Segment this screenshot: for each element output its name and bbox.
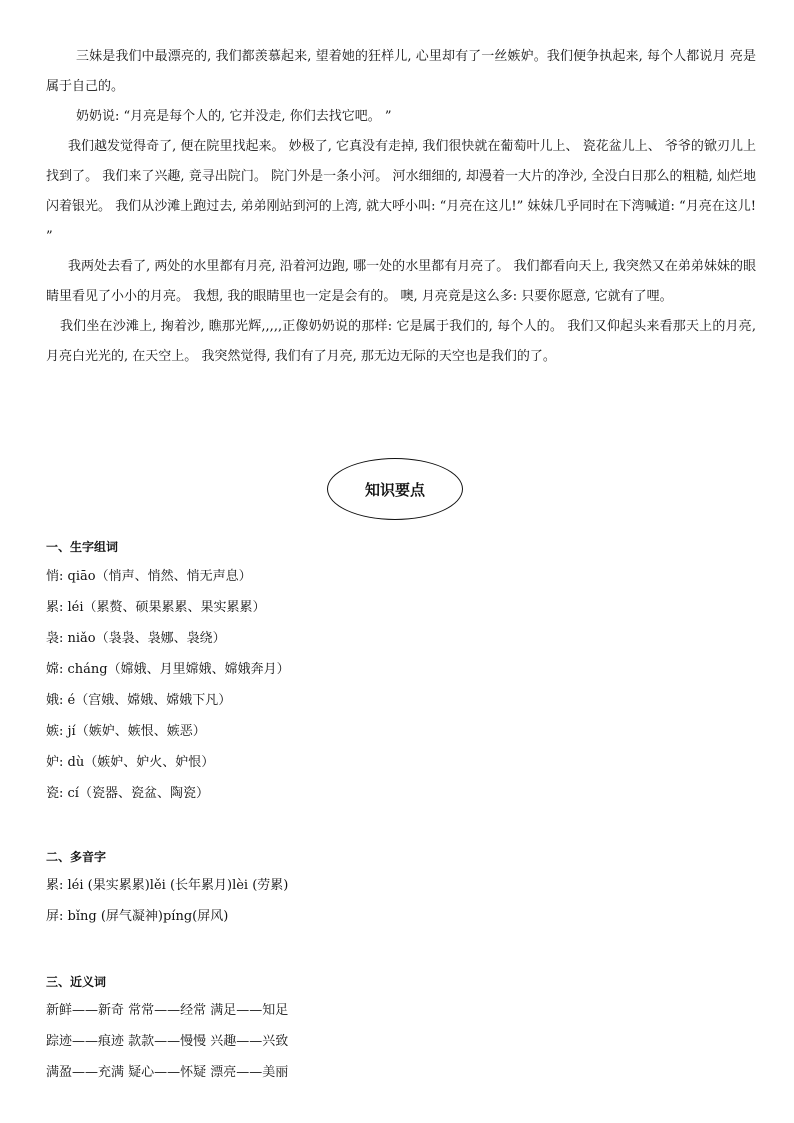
- section-polyphones: [46, 846, 746, 932]
- section-synonyms: [46, 971, 746, 1088]
- ellipse-frame: [327, 458, 463, 520]
- section-heading: 一、生字组词: [46, 540, 119, 554]
- section-heading: 三、近义词: [46, 975, 107, 989]
- list-item: 嫉: jí（嫉妒、嫉恨、嫉恶）: [46, 724, 206, 739]
- list-item: 袅: niǎo（袅袅、袅娜、袅绕）: [46, 631, 226, 646]
- list-item: 娥: é（宫娥、嫦娥、嫦娥下凡）: [46, 693, 232, 708]
- section-new-words: [46, 536, 746, 809]
- story-text: [46, 42, 756, 372]
- list-item: 满盈——充满 疑心——怀疑 漂亮——美丽: [46, 1065, 289, 1080]
- list-item: 悄: qiāo（悄声、悄然、悄无声息）: [46, 569, 252, 584]
- section-title: 知识要点: [364, 480, 425, 499]
- list-item: 瓷: cí（瓷器、瓷盆、陶瓷）: [46, 786, 209, 801]
- list-item: 妒: dù（嫉妒、妒火、妒恨）: [46, 755, 215, 770]
- list-item: 屏: bǐng (屏气凝神)píng(屏风): [46, 909, 229, 924]
- section-title-ellipse: [327, 458, 463, 520]
- list-item: 新鲜——新奇 常常——经常 满足——知足: [46, 1003, 289, 1018]
- story-paragraph-4: 我两处去看了, 两处的水里都有月亮, 沿着河边跑, 哪一处的水里都有月亮了。 我们都看向天上, 我突然又在弟弟妹妹的眼睛里看见了小小的月亮。 我想, 我的眼睛里也一定是会有的。 噢, 月亮竟是这么多: 只要你愿意, 它就有了哩。: [46, 259, 756, 304]
- list-item: 累: léi（累赘、硕果累累、果实累累）: [46, 600, 266, 615]
- list-item: 嫦: cháng（嫦娥、月里嫦娥、嫦娥奔月）: [46, 662, 290, 677]
- story-paragraph-2: 奶奶说: “月亮是每个人的, 它并没走, 你们去找它吧。 ”: [76, 109, 392, 124]
- polyphone-list: [46, 870, 746, 932]
- word-list: [46, 561, 746, 809]
- list-item: 踪迹——痕迹 款款——慢慢 兴趣——兴致: [46, 1034, 289, 1049]
- list-item: 累: léi (果实累累)lěi (长年累月)lèi (劳累): [46, 878, 289, 893]
- story-paragraph-1: 三妹是我们中最漂亮的, 我们都羡慕起来, 望着她的狂样儿, 心里却有了一丝嫉妒。我们便争执起来, 每个人都说月 亮是属于自己的。: [46, 49, 756, 94]
- story-paragraph-3: 我们越发觉得奇了, 便在院里找起来。 妙极了, 它真没有走掉, 我们很快就在葡萄叶儿上、 瓷花盆儿上、 爷爷的锨刃儿上找到了。 我们来了兴趣, 竟寻出院门。 院门外是一条小河。 河水细细的, 却漫着一大片的净沙, 全没白日那么的粗糙, 灿烂地闪着银光。 我们从沙滩上跑过去, 弟弟刚站到河的上湾, 就大呼小叫: “月亮在这儿!” 妹妹几乎同时在下湾喊道: “月亮在这儿! ”: [46, 139, 756, 244]
- synonym-list: [46, 995, 746, 1088]
- section-heading: 二、多音字: [46, 850, 107, 864]
- story-paragraph-5: 我们坐在沙滩上, 掬着沙, 瞧那光辉,,,,,正像奶奶说的那样: 它是属于我们的, 每个人的。 我们又仰起头来看那天上的月亮, 月亮白光光的, 在天空上。 我突然觉得, 我们有了月亮, 那无边无际的天空也是我们的了。: [46, 319, 756, 364]
